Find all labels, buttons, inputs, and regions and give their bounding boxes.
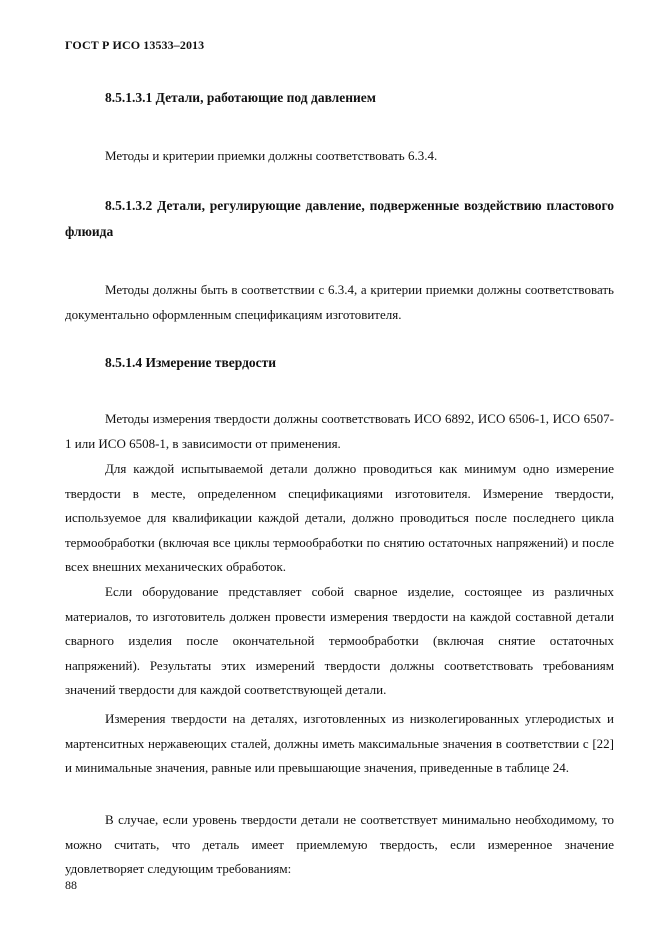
section-text-8-5-1-3-1: Методы и критерии приемки должны соответствовать 6.3.4.	[105, 148, 438, 163]
section-heading-8-5-1-3-2: 8.5.1.3.2 Детали, регулирующие давление, подверженные воздействию пластового флюида	[65, 198, 614, 239]
paragraph-acceptable-hardness: В случае, если уровень твердости детали не соответствует минимально необходимому, то можно считать, что деталь имеет приемлемую твердость, если измеренное значение удовлетворяет следующим требованиям:	[65, 812, 614, 876]
paragraph-hardness-measurement: Для каждой испытываемой детали должно проводиться как минимум одно измерение твердости в месте, определенном спецификациями изготовителя. Измерение твердости, используемое для квалификации каждой детали, должно проводиться после последнего цикла термообработки (включая все циклы термообработки по снятию остаточных напряжений) и после всех внешних механических обработок.	[65, 461, 614, 574]
section-text-8-5-1-3-2: Методы должны быть в соответствии с 6.3.4, а критерии приемки должны соответствовать документально оформленным спецификациям изготовителя.	[65, 282, 614, 322]
paragraph-low-alloy-steels: Измерения твердости на деталях, изготовленных из низколегированных углеродистых и мартенситных нержавеющих сталей, должны иметь максимальные значения в соответствии с [22] и минимальные значения, равные или превышающие значения, приведенные в таблице 24.	[65, 711, 614, 775]
page-number: 88	[65, 878, 77, 892]
section-heading-8-5-1-3-1: 8.5.1.3.1 Детали, работающие под давлением	[105, 90, 376, 105]
paragraph-methods: Методы измерения твердости должны соответствовать ИСО 6892, ИСО 6506-1, ИСО 6507-1 или ИСО 6508-1, в зависимости от применения.	[65, 411, 614, 451]
running-header: ГОСТ Р ИСО 13533–2013	[65, 38, 205, 52]
paragraph-welded-assembly: Если оборудование представляет собой сварное изделие, состоящее из различных материалов, то изготовитель должен провести измерения твердости на каждой составной детали сварного изделия после окончательной термообработки (включая снятие остаточных напряжений). Результаты этих измерений твердости должны соответствовать требованиям значений твердости для каждой соответствующей детали.	[65, 584, 614, 697]
section-heading-8-5-1-4: 8.5.1.4 Измерение твердости	[105, 355, 277, 370]
